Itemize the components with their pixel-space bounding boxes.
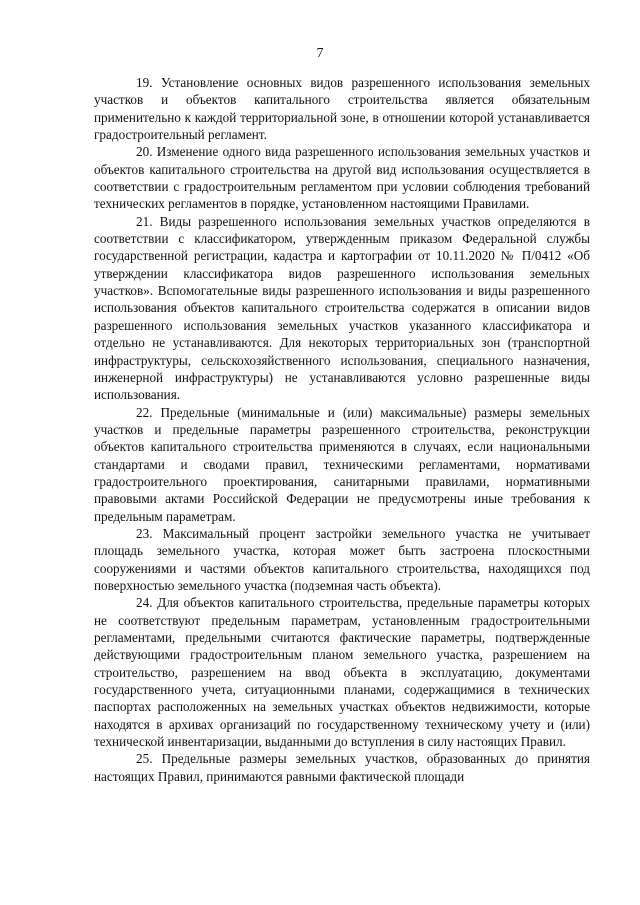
page-number: 7	[316, 46, 324, 61]
paragraph-21: 21. Виды разрешенного использования земельных участков определяются в соответствии с классификатором, утвержденным приказом Федеральной службы государственной регистрации, кадастра и картографии от 10.11.2020 № П/0412 «Об утверждении классификатора видов разрешенного использования земельных участков». Вспомогательные виды разрешенного использования и виды разрешенного использования объектов капитального строительства содержатся в описании видов разрешенного использования земельных участков указанного классификатора и отдельно не устанавливаются. Для некоторых территориальных зон (транспортной инфраструктуры, сельскохозяйственного использования, специального назначения, инженерной инфраструктуры) не устанавливаются условно разрешенные виды использования.	[94, 213, 590, 403]
paragraph-24: 24. Для объектов капитального строительства, предельные параметры которых не соответствуют предельным параметрам, установленным градостроительными регламентами, предельными считаются фактические параметры, подтвержденные действующими градостроительным планом земельного участка, разрешением на строительство, разрешением на ввод объекта в эксплуатацию, документами государственного учета, ситуационными планами, содержащимися в технических паспортах расположенных на земельных участках объектов недвижимости, которые находятся в архивах организаций по государственному техническому учету и (или) технической инвентаризации, выданными до вступления в силу настоящих Правил.	[94, 595, 590, 750]
document-body	[94, 74, 590, 785]
paragraph-20: 20. Изменение одного вида разрешенного использования земельных участков и объектов капитального строительства на другой вид использования осуществляется в соответствии с градостроительным регламентом при условии соблюдения требований технических регламентов в порядке, установленном настоящими Правилами.	[94, 144, 590, 212]
paragraph-25: 25. Предельные размеры земельных участков, образованных до принятия настоящих Правил, принимаются равными фактической площади	[94, 751, 590, 784]
paragraph-23: 23. Максимальный процент застройки земельного участка не учитывает площадь земельного участка, которая может быть застроена плоскостными сооружениями и частями объектов капитального строительства, находящихся под поверхностью земельного участка (подземная часть объекта).	[94, 525, 590, 593]
paragraph-19: 19. Установление основных видов разрешенного использования земельных участков и объектов капитального строительства является обязательным применительно к каждой территориальной зоне, в отношении которой устанавливается градостроительный регламент.	[94, 75, 590, 143]
paragraph-22: 22. Предельные (минимальные и (или) максимальные) размеры земельных участков и предельные параметры разрешенного строительства, реконструкции объектов капитального строительства применяются в случаях, если национальными стандартами и сводами правил, техническими регламентами, нормативами градостроительного проектирования, санитарными правилами, нормативными правовыми актами Российской Федерации не предусмотрены иные требования к предельным параметрам.	[94, 404, 590, 524]
